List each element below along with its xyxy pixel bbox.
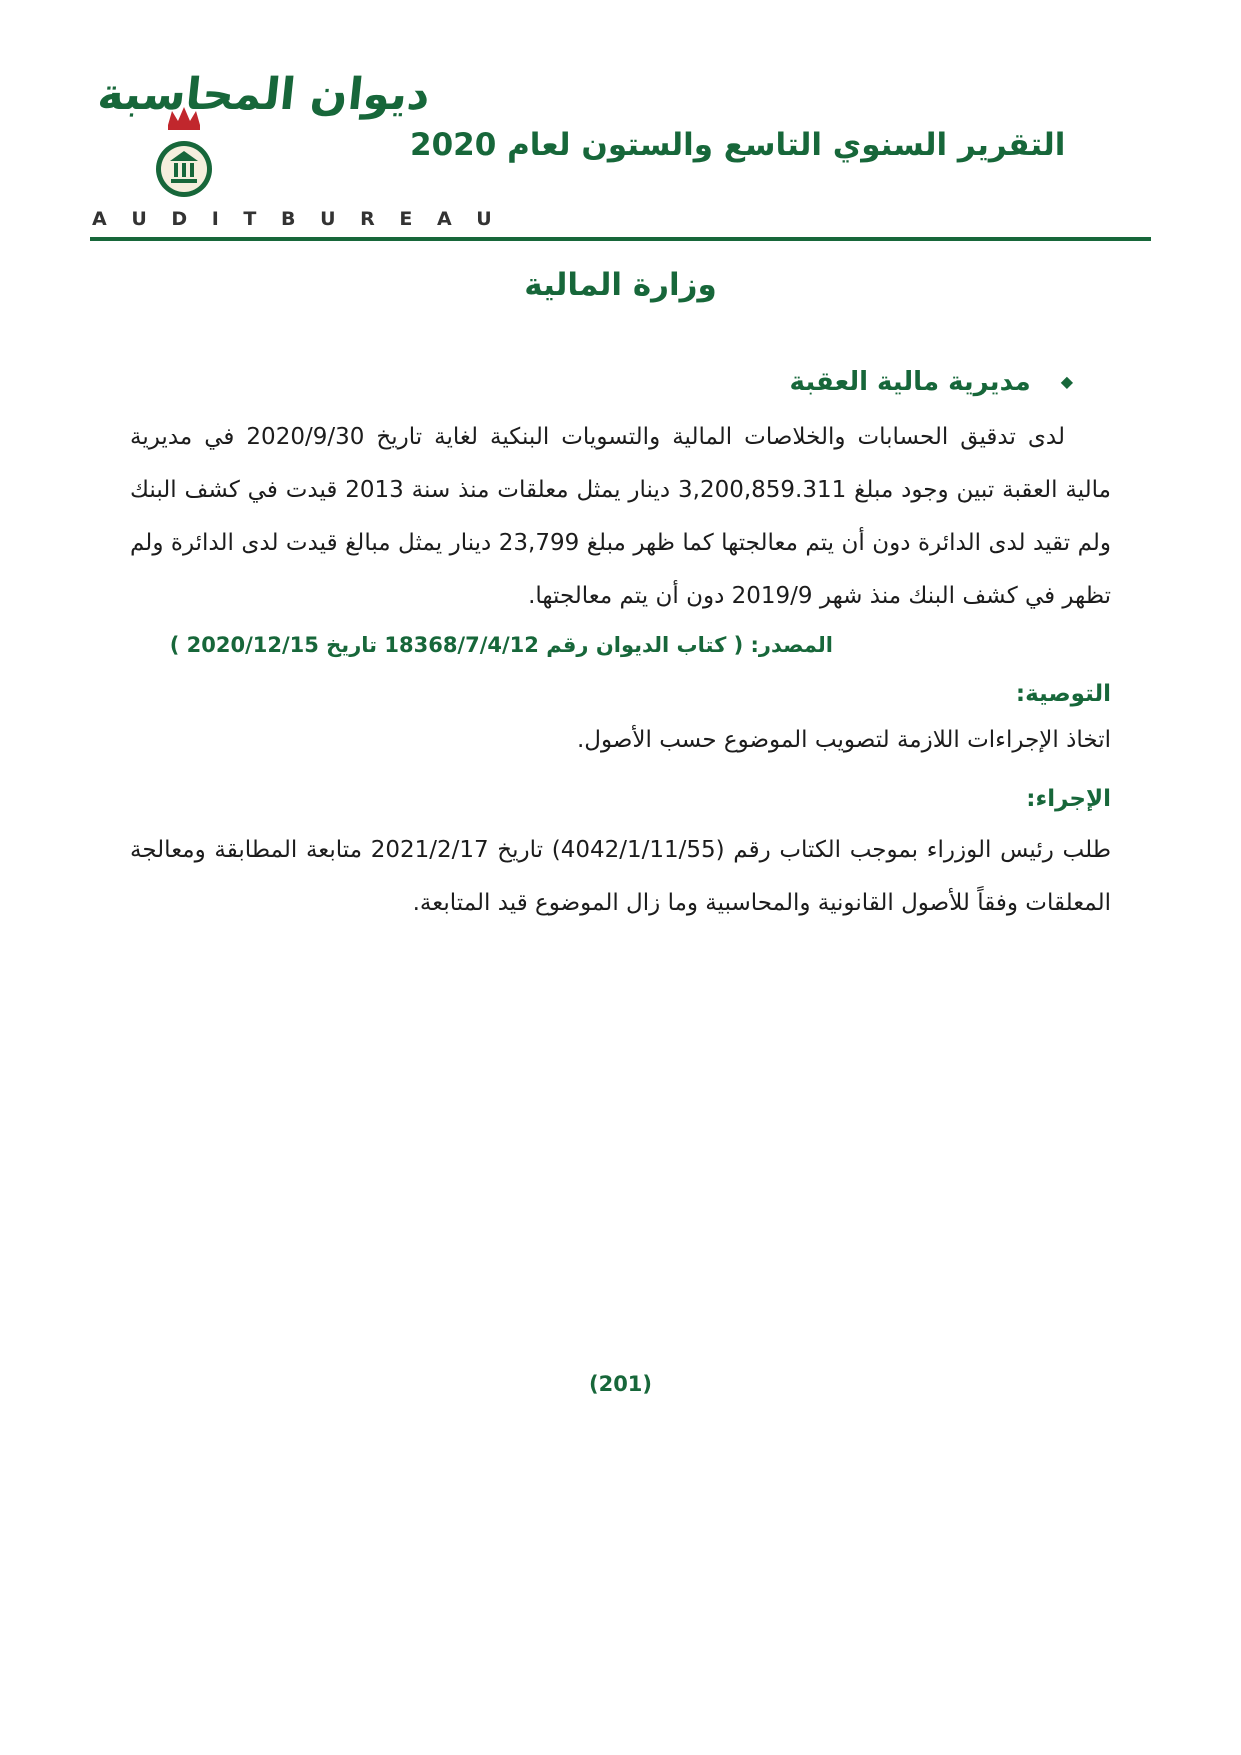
header-divider bbox=[90, 237, 1151, 241]
recommendation-text: اتخاذ الإجراءات اللازمة لتصويب الموضوع حسب الأصول. bbox=[576, 726, 1111, 753]
ministry-title: وزارة المالية bbox=[524, 267, 717, 303]
section-heading-row bbox=[130, 367, 1111, 397]
diamond-bullet-icon: ◆ bbox=[1060, 372, 1073, 391]
section-heading: مديرية مالية العقبة bbox=[789, 367, 1031, 397]
action-label: الإجراء: bbox=[1026, 786, 1111, 813]
finding-paragraph: لدى تدقيق الحسابات والخلاصات المالية والتسويات البنكية لغاية تاريخ 2020/9/30 في مديرية مالية العقبة تبين وجود مبلغ 3,200,859.311 دينار يمثل معلقات منذ سنة 2013 قيدت في كشف البنك ولم تقيد لدى الدائرة دون أن يتم معالجتها كما ظهر مبلغ 23,799 دينار يمثل مبالغ قيدت لدى الدائرة ولم تظهر في كشف البنك منذ شهر 2019/9 دون أن يتم معالجتها. bbox=[130, 424, 1112, 609]
annual-report-title: التقرير السنوي التاسع والستون لعام 2020 bbox=[410, 127, 1066, 163]
audit-bureau-logo bbox=[90, 55, 501, 230]
source-line: المصدر: ( كتاب الديوان رقم 18368/7/4/12 تاريخ 2020/12/15 ) bbox=[169, 632, 833, 657]
action-text: طلب رئيس الوزراء بموجب الكتاب رقم (4042/1/11/55) تاريخ 2021/2/17 متابعة المطابقة ومعالجة المعلقات وفقاً للأصول القانونية والمحاسبية وما زال الموضوع قيد المتابعة. bbox=[130, 837, 1112, 917]
document-body bbox=[90, 267, 1151, 930]
page-number: (201) bbox=[588, 1372, 653, 1396]
logo-arabic-name: ديوان المحاسبة bbox=[95, 69, 433, 120]
logo-english-name: A U D I T B U R E A U bbox=[92, 208, 501, 230]
recommendation-label: التوصية: bbox=[1015, 680, 1111, 707]
page-header bbox=[90, 55, 1151, 233]
